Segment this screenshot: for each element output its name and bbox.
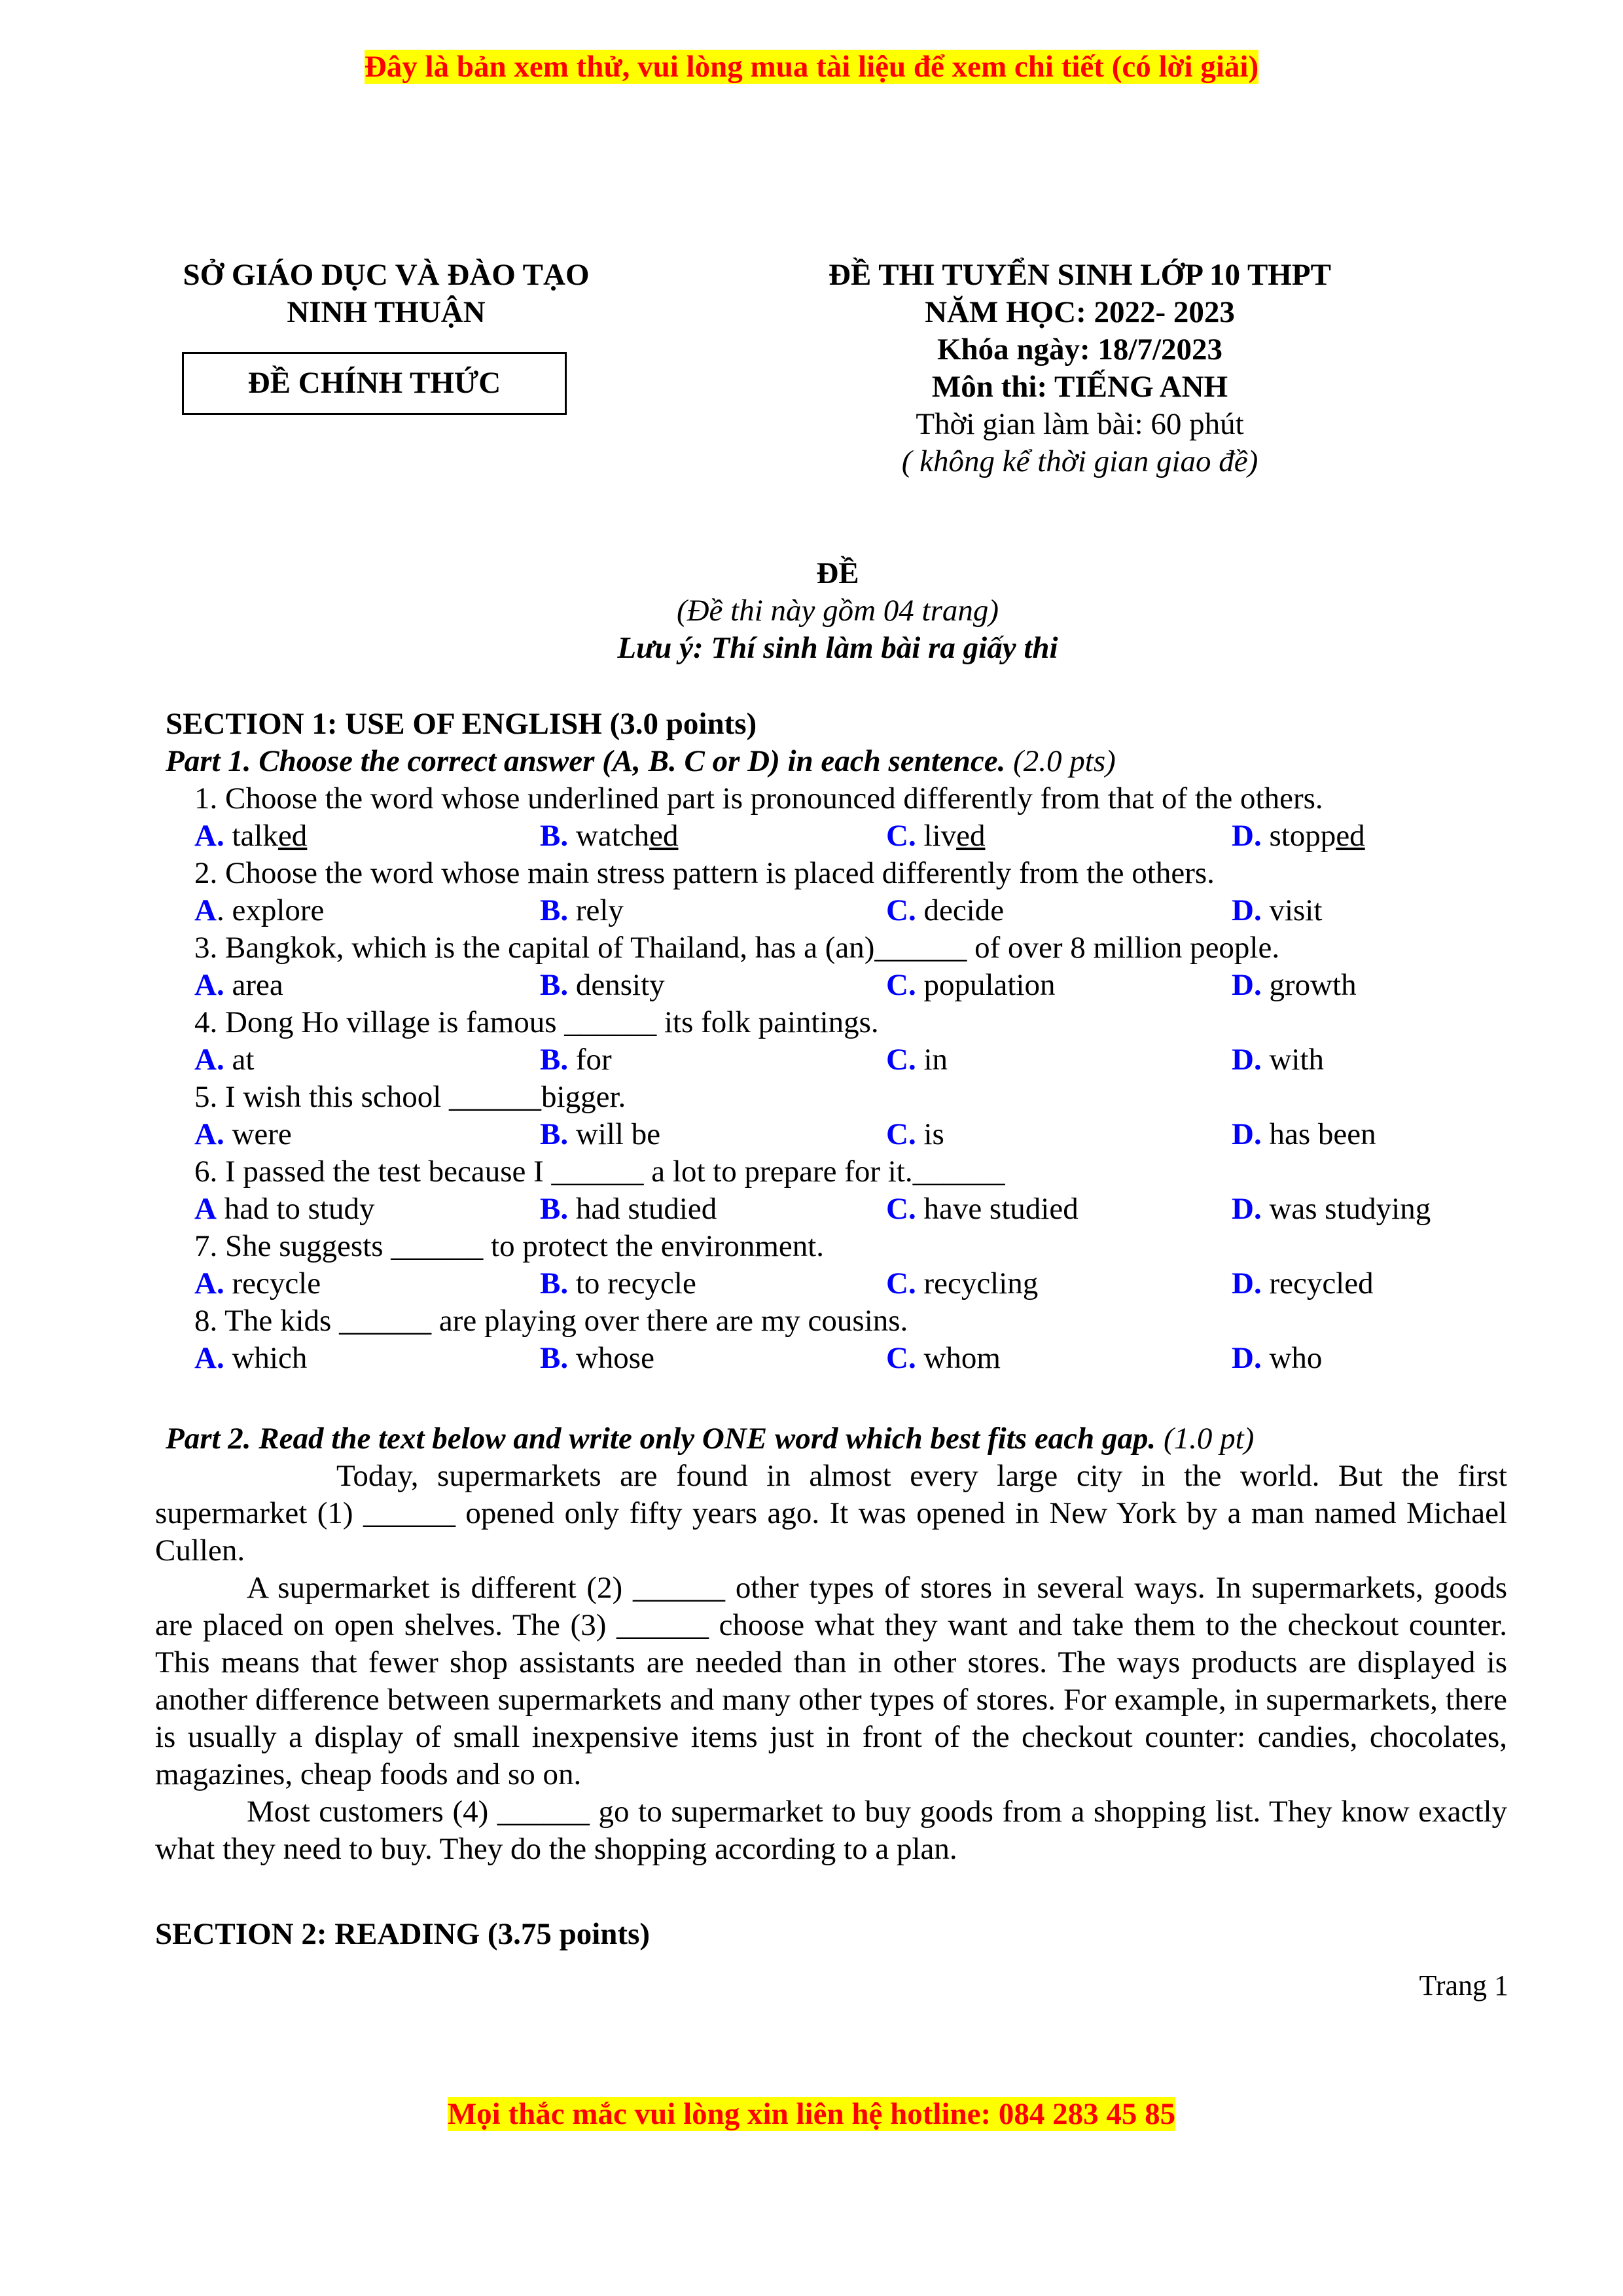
answer-option	[886, 1191, 1079, 1228]
part2-points: (1.0 pt)	[1156, 1422, 1255, 1456]
option-letter: B.	[540, 1117, 569, 1151]
option-letter: D.	[1232, 893, 1262, 927]
question-text: 5. I wish this school ______bigger.	[194, 1080, 626, 1114]
question-text: 4. Dong Ho village is famous ______ its folk paintings.	[194, 1005, 879, 1039]
option-letter: D.	[1232, 1266, 1262, 1300]
answer-option	[540, 892, 624, 929]
passage-paragraph-1: Today, supermarkets are found in almost every large city in the world. But the first supermarket (1) ______ opened only fifty years ago. It was opened in New York by a man named Michael Cullen.	[155, 1459, 1507, 1568]
answer-option	[540, 1041, 612, 1079]
option-underlined-part: ed	[277, 819, 308, 853]
option-text: population	[916, 968, 1056, 1002]
answer-option	[1232, 1116, 1376, 1153]
option-text: density	[568, 968, 665, 1002]
option-letter: B.	[540, 1341, 569, 1375]
option-letter: B.	[540, 1043, 569, 1077]
part1-title: Part 1. Choose the correct answer (A, B. C or D) in each sentence.	[166, 744, 1006, 778]
option-text: area	[224, 968, 283, 1002]
answer-option	[886, 1116, 944, 1153]
option-letter: B.	[540, 893, 569, 927]
option-letter: C.	[886, 1192, 916, 1226]
answer-option	[886, 817, 985, 855]
option-text: watch	[568, 819, 650, 853]
option-letter: A.	[194, 1043, 224, 1077]
option-text: stopp	[1261, 819, 1336, 853]
question-text: 2. Choose the word whose main stress pattern is placed differently from the others.	[194, 856, 1215, 890]
option-letter: C.	[886, 1341, 916, 1375]
option-text: has been	[1261, 1117, 1376, 1151]
subject: Môn thi: TIẾNG ANH	[931, 370, 1228, 404]
option-letter: A.	[194, 1341, 224, 1375]
option-letter: C.	[886, 819, 916, 853]
answer-option	[540, 817, 678, 855]
answer-option	[194, 1116, 292, 1153]
answer-option	[194, 817, 307, 855]
option-text: whose	[568, 1341, 654, 1375]
question-text: 1. Choose the word whose underlined part is pronounced differently from that of the others.	[194, 781, 1323, 816]
option-text: recycle	[224, 1266, 321, 1300]
option-letter: A.	[194, 819, 224, 853]
question-text: 3. Bangkok, which is the capital of Thailand, has a (an)______ of over 8 million people.	[194, 931, 1280, 965]
passage-paragraph-3: Most customers (4) ______ go to supermarket to buy goods from a shopping list. They know exactly what they need to buy. They do the shopping according to a plan.	[155, 1795, 1507, 1866]
option-letter: A	[194, 1192, 217, 1226]
option-text: talk	[224, 819, 278, 853]
option-text: at	[224, 1043, 255, 1077]
province-name: NINH THUẬN	[287, 295, 486, 329]
page-number: Trang 1	[1419, 1969, 1508, 2001]
section1-title: SECTION 1: USE OF ENGLISH (3.0 points)	[166, 707, 757, 741]
option-text: who	[1261, 1341, 1323, 1375]
option-text: with	[1261, 1043, 1325, 1077]
option-letter: C.	[886, 968, 916, 1002]
passage-paragraph-2: A supermarket is different (2) ______ other types of stores in several ways. In supermarkets, goods are placed on open shelves. The (3) ______ choose what they want and take them to the checkout counter. This means that fewer shop assistants are needed than in other stores. The ways products are displayed is another difference between supermarkets and many other types of stores. For example, in supermarkets, there is usually a display of small inexpensive items just in front of the checkout counter: candies, chocolates, magazines, cheap foods and so on.	[155, 1571, 1507, 1791]
option-text: decide	[916, 893, 1005, 927]
option-underlined-part: ed	[956, 819, 986, 853]
answer-option	[1232, 1340, 1322, 1377]
option-text: is	[916, 1117, 944, 1151]
option-text: had to study	[216, 1192, 375, 1226]
option-text: recycled	[1261, 1266, 1374, 1300]
answer-option	[886, 1340, 1001, 1377]
candidate-note: Lưu ý: Thí sinh làm bài ra giấy thi	[617, 631, 1058, 665]
answer-option	[194, 1191, 374, 1228]
answer-option	[540, 967, 665, 1004]
answer-option	[194, 967, 283, 1004]
exam-date: Khóa ngày: 18/7/2023	[936, 332, 1223, 367]
part1-heading	[166, 743, 1116, 780]
answer-option	[1232, 967, 1357, 1004]
hotline-banner-text: Mọi thắc mắc vui lòng xin liên hệ hotline: 084 283 45 85	[447, 2097, 1176, 2131]
question-text: 8. The kids ______ are playing over there are my cousins.	[194, 1304, 908, 1338]
option-letter: D.	[1232, 968, 1262, 1002]
question-text: 7. She suggests ______ to protect the environment.	[194, 1229, 825, 1263]
answer-option	[540, 1340, 654, 1377]
option-text: for	[568, 1043, 612, 1077]
option-letter: A.	[194, 968, 224, 1002]
preview-banner-text: Đây là bản xem thử, vui lòng mua tài liệu để xem chi tiết (có lời giải)	[364, 50, 1259, 84]
header-left	[144, 257, 628, 331]
option-letter: C.	[886, 893, 916, 927]
answer-option	[886, 892, 1004, 929]
option-letter: B.	[540, 968, 569, 1002]
option-text: will be	[568, 1117, 661, 1151]
question-text: 6. I passed the test because I ______ a lot to prepare for it.______	[194, 1155, 1005, 1189]
exam-title: ĐỀ THI TUYỂN SINH LỚP 10 THPT	[829, 258, 1331, 292]
duration-note: ( không kể thời gian giao đề)	[901, 444, 1258, 478]
option-text: liv	[916, 819, 957, 853]
option-text: in	[916, 1043, 948, 1077]
option-letter: A	[194, 893, 217, 927]
option-text: recycling	[916, 1266, 1039, 1300]
answer-option	[1232, 1041, 1324, 1079]
reading-passage	[155, 1458, 1507, 1868]
option-text: visit	[1261, 893, 1323, 927]
option-text: to recycle	[568, 1266, 696, 1300]
option-text: was studying	[1261, 1192, 1431, 1226]
preview-banner	[0, 47, 1623, 86]
header-right	[805, 257, 1355, 480]
school-year: NĂM HỌC: 2022- 2023	[925, 295, 1235, 329]
answer-option	[194, 892, 324, 929]
official-exam-box	[182, 352, 567, 415]
option-letter: B.	[540, 819, 569, 853]
option-underlined-part: ed	[649, 819, 679, 853]
option-letter: D.	[1232, 1117, 1262, 1151]
option-text: . explore	[216, 893, 325, 927]
page-count-note: (Đề thi này gồm 04 trang)	[676, 594, 999, 628]
answer-option	[1232, 817, 1365, 855]
hotline-banner	[0, 2094, 1623, 2134]
option-text: have studied	[916, 1192, 1079, 1226]
answer-option	[1232, 1191, 1431, 1228]
option-text: rely	[568, 893, 624, 927]
option-text: had studied	[568, 1192, 717, 1226]
part2-heading	[166, 1420, 1254, 1458]
option-text: which	[224, 1341, 308, 1375]
option-letter: A.	[194, 1117, 224, 1151]
answer-option	[540, 1116, 660, 1153]
option-letter: B.	[540, 1192, 569, 1226]
option-text: growth	[1261, 968, 1357, 1002]
section2-title: SECTION 2: READING (3.75 points)	[155, 1917, 651, 1951]
option-text: were	[224, 1117, 292, 1151]
option-letter: D.	[1232, 819, 1262, 853]
answer-option	[194, 1041, 254, 1079]
answer-option	[886, 1265, 1038, 1302]
answer-option	[540, 1191, 717, 1228]
option-letter: C.	[886, 1117, 916, 1151]
option-underlined-part: ed	[1336, 819, 1365, 853]
option-letter: D.	[1232, 1192, 1262, 1226]
option-letter: A.	[194, 1266, 224, 1300]
answer-option	[886, 967, 1056, 1004]
answer-option	[194, 1265, 321, 1302]
option-letter: C.	[886, 1043, 916, 1077]
de-block	[0, 555, 1623, 667]
answer-option	[540, 1265, 696, 1302]
answer-option	[194, 1340, 307, 1377]
part1-points: (2.0 pts)	[1005, 744, 1116, 778]
option-text: whom	[916, 1341, 1001, 1375]
part2-title: Part 2. Read the text below and write only ONE word which best fits each gap.	[166, 1422, 1156, 1456]
option-letter: B.	[540, 1266, 569, 1300]
de-title: ĐỀ	[816, 556, 859, 590]
option-letter: D.	[1232, 1341, 1262, 1375]
option-letter: C.	[886, 1266, 916, 1300]
answer-option	[1232, 892, 1322, 929]
answer-option	[886, 1041, 948, 1079]
duration: Thời gian làm bài: 60 phút	[916, 407, 1244, 441]
department-name: SỞ GIÁO DỤC VÀ ĐÀO TẠO	[183, 258, 590, 292]
answer-option	[1232, 1265, 1374, 1302]
option-letter: D.	[1232, 1043, 1262, 1077]
official-exam-label: ĐỀ CHÍNH THỨC	[247, 366, 501, 400]
